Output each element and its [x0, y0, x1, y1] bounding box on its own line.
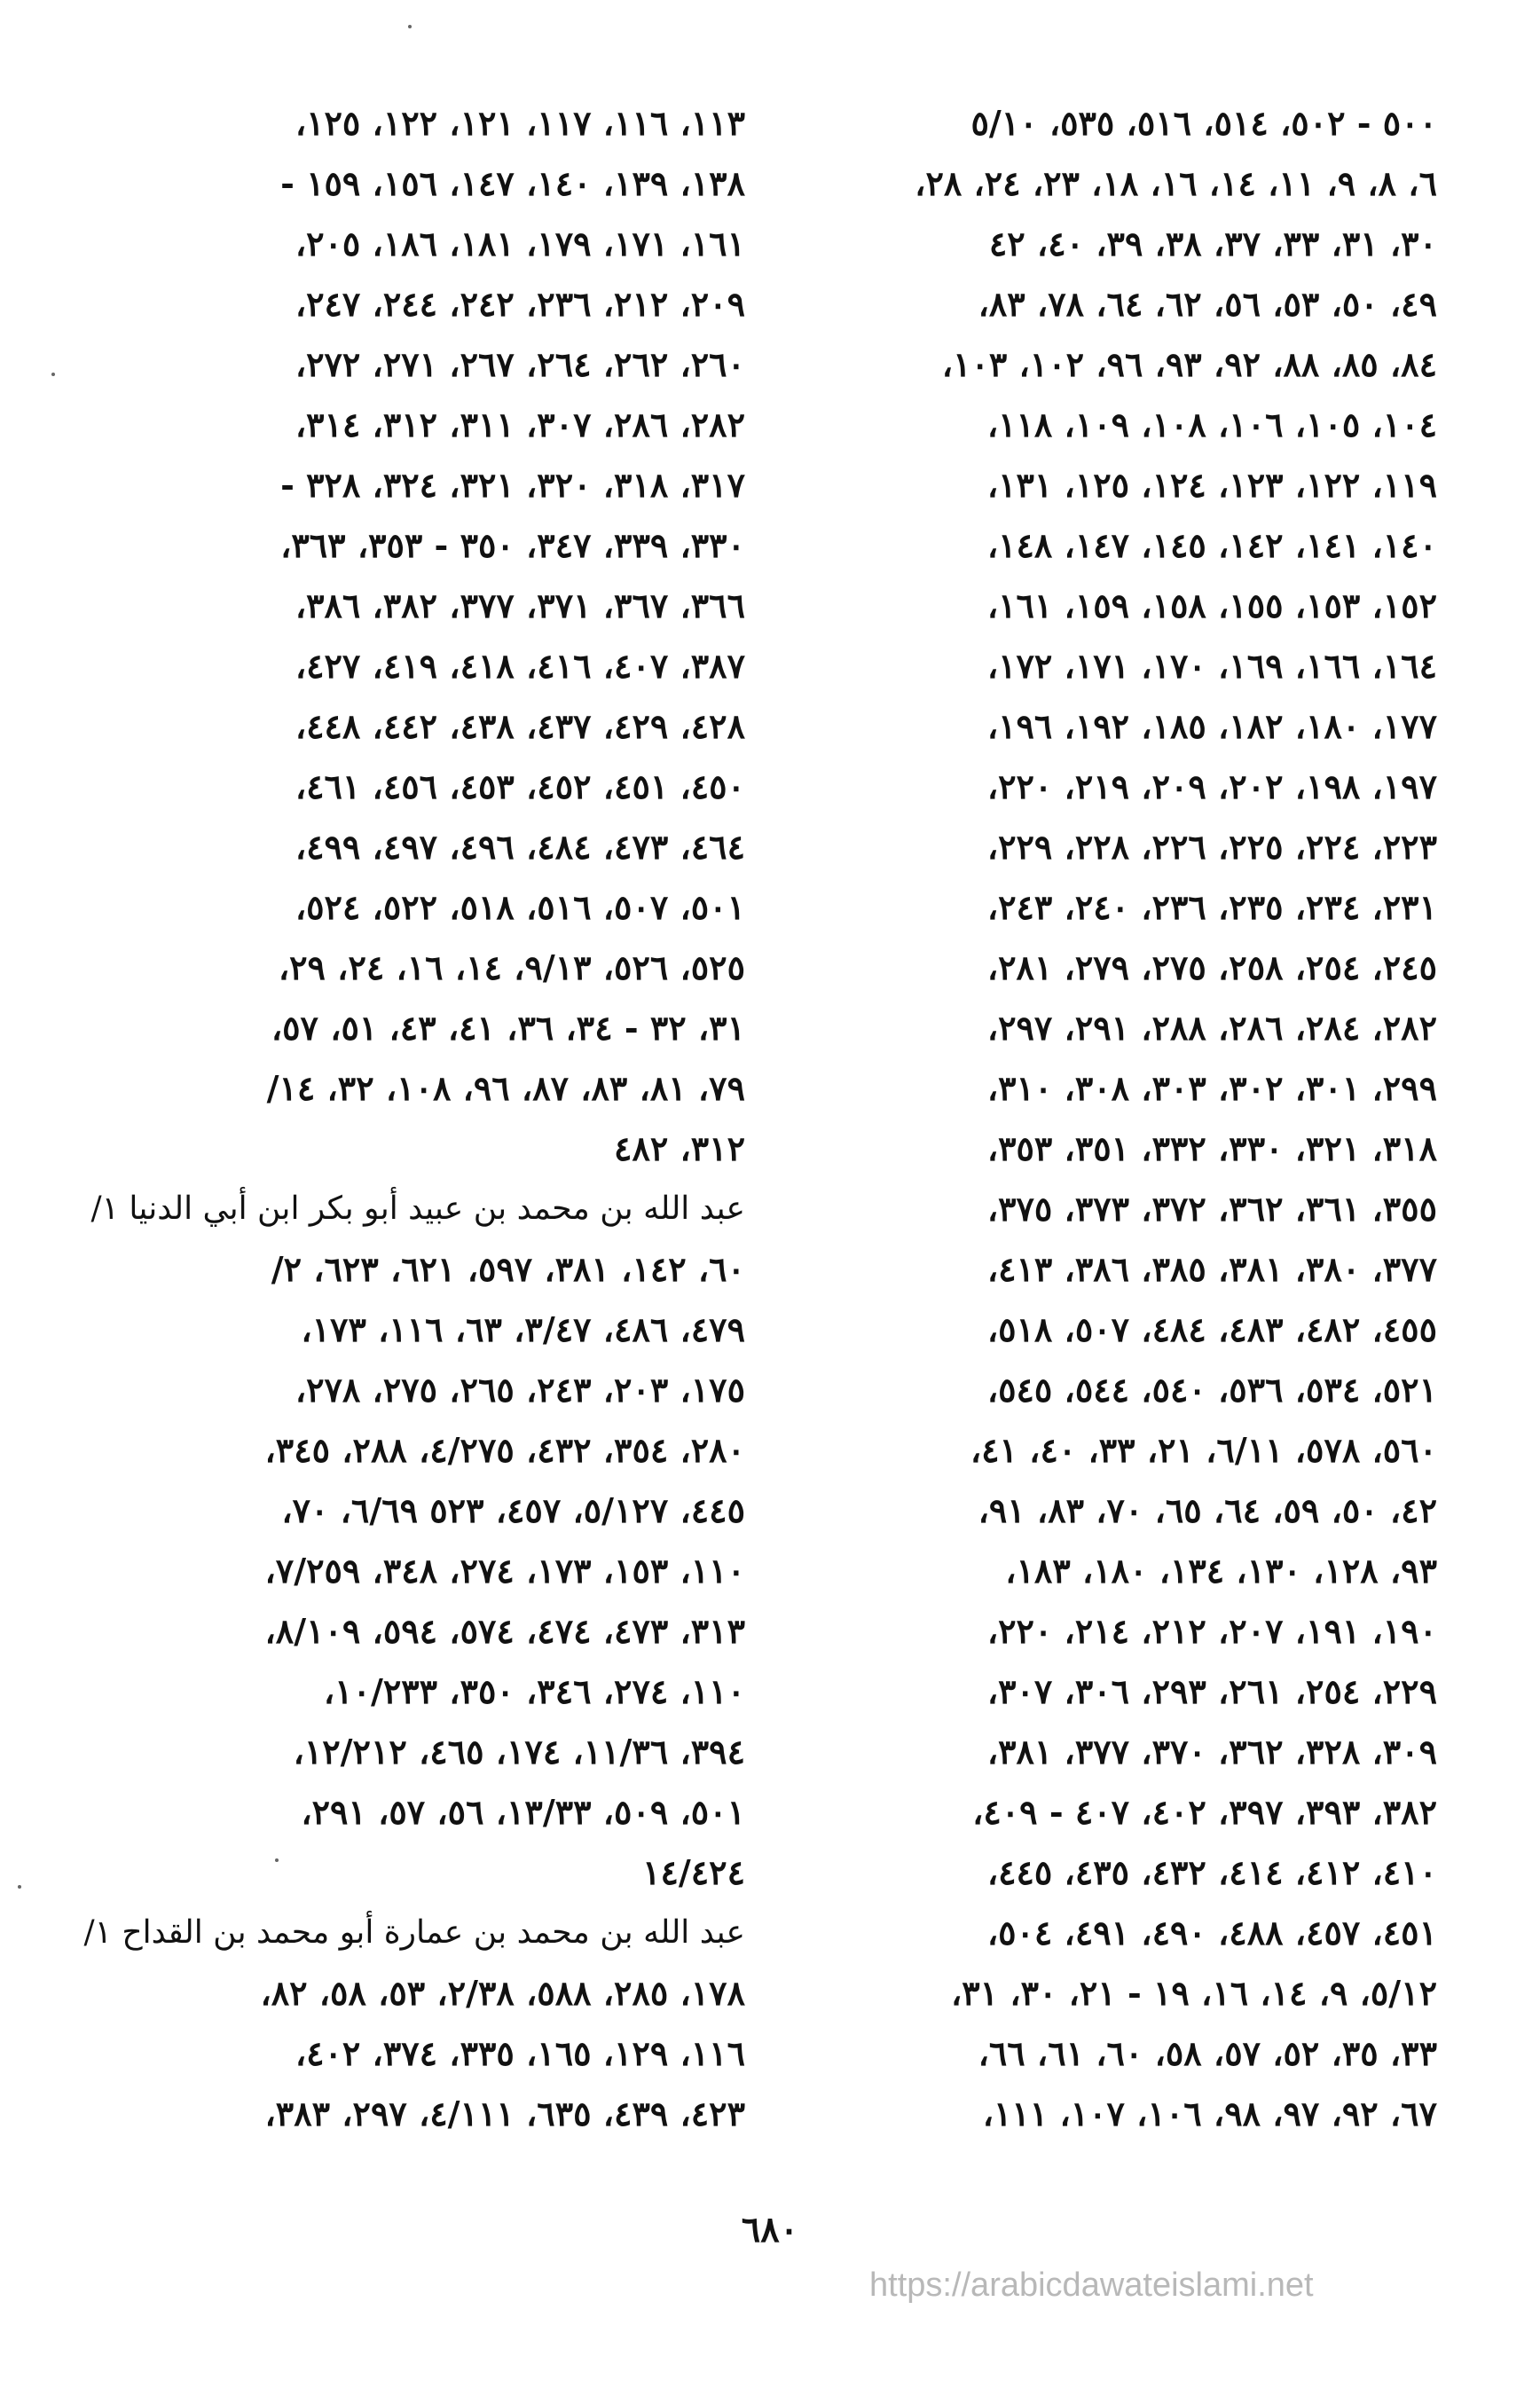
index-line: ٦، ٨، ٩، ١١، ١٤، ١٦، ١٨، ٢٣، ٢٤، ٢٨، [915, 163, 1437, 203]
website-watermark: https://arabicdawateislami.net [869, 2267, 1314, 2304]
index-line: ١١٠، ٢٧٤، ٣٤٦، ٣٥٠، ١٠/٢٣٣، [323, 1671, 745, 1711]
index-line: ١٦٤، ١٦٦، ١٦٩، ١٧٠، ١٧١، ١٧٢، [986, 646, 1437, 686]
index-line: ٣٨٧، ٤٠٧، ٤١٦، ٤١٨، ٤١٩، ٤٢٧، [295, 646, 745, 686]
index-line: ٢٣١، ٢٣٤، ٢٣٥، ٢٣٦، ٢٤٠، ٢٤٣، [986, 887, 1437, 927]
index-line: ١٤٠، ١٤١، ١٤٢، ١٤٥، ١٤٧، ١٤٨، [986, 525, 1437, 565]
index-line: ٤٩، ٥٠، ٥٣، ٥٦، ٦٢، ٦٤، ٧٨، ٨٣، [978, 284, 1437, 324]
index-line: ١١٠، ١٥٣، ١٧٣، ٢٧٤، ٣٤٨، ٧/٢٥٩، [264, 1551, 745, 1591]
index-line: ٢٦٠، ٢٦٢، ٢٦٤، ٢٦٧، ٢٧١، ٢٧٢، [295, 344, 745, 384]
index-line: ٢٨٢، ٢٨٦، ٣٠٧، ٣١١، ٣١٢، ٣١٤، [295, 405, 745, 444]
index-line: ٤٤٥، ٥/١٢٧، ٤٥٧، ٥٢٣ ٦/٦٩، ٧٠، [281, 1490, 745, 1530]
index-line: ٤١٠، ٤١٢، ٤١٤، ٤٣٢، ٤٣٥، ٤٤٥، [986, 1852, 1437, 1892]
index-line: ٣٠٩، ٣٢٨، ٣٦٢، ٣٧٠، ٣٧٧، ٣٨١، [986, 1732, 1437, 1772]
index-line: ٨٤، ٨٥، ٨٨، ٩٢، ٩٣، ٩٦، ١٠٢، ١٠٣، [941, 344, 1437, 384]
index-line: ١٩٧، ١٩٨، ٢٠٢، ٢٠٩، ٢١٩، ٢٢٠، [986, 766, 1437, 806]
index-line: ١١٩، ١٢٢، ١٢٣، ١٢٤، ١٢٥، ١٣١، [986, 465, 1437, 505]
index-line: ٤٢٨، ٤٢٩، ٤٣٧، ٤٣٨، ٤٤٢، ٤٤٨، [295, 706, 745, 746]
index-line: ٤٥٠، ٤٥١، ٤٥٢، ٤٥٣، ٤٥٦، ٤٦١، [295, 766, 745, 806]
index-line: ٣٧٧، ٣٨٠، ٣٨١، ٣٨٥، ٣٨٦، ٤١٣، [986, 1249, 1437, 1289]
index-line: ٢٨٠، ٣٥٤، ٤٣٢، ٤/٢٧٥، ٢٨٨، ٣٤٥، [264, 1430, 745, 1470]
index-line: ٢٢٣، ٢٢٤، ٢٢٥، ٢٢٦، ٢٢٨، ٢٢٩، [986, 827, 1437, 867]
scan-speck [408, 25, 412, 28]
index-line: ٤٧٩، ٤٨٦، ٣/٤٧، ٦٣، ١١٦، ١٧٣، [301, 1309, 745, 1349]
index-line: ١٧٧، ١٨٠، ١٨٢، ١٨٥، ١٩٢، ١٩٦، [986, 706, 1437, 746]
index-line: ٥٠١، ٥٠٩، ١٣/٣٣، ٥٦، ٥٧، ٢٩١، [301, 1792, 745, 1832]
index-line: ١٧٥، ٢٠٣، ٢٤٣، ٢٦٥، ٢٧٥، ٢٧٨، [295, 1370, 745, 1410]
index-line: ٣١٨، ٣٢١، ٣٣٠، ٣٣٢، ٣٥١، ٣٥٣، [986, 1128, 1437, 1168]
index-entry-heading: عبد الله بن محمد بن عبيد أبو بكر ابن أبي الدنيا ١/ [90, 1190, 745, 1227]
index-line: ٣٦٦، ٣٦٧، ٣٧١، ٣٧٧، ٣٨٢، ٣٨٦، [295, 585, 745, 625]
index-column-right [781, 93, 1437, 2144]
index-line: ٣٣، ٣٥، ٥٢، ٥٧، ٥٨، ٦٠، ٦١، ٦٦، [978, 2033, 1437, 2073]
index-line: ٢٤٥، ٢٥٤، ٢٥٨، ٢٧٥، ٢٧٩، ٢٨١، [986, 947, 1437, 987]
index-line: ٣٩٤، ١١/٣٦، ١٧٤، ٤٦٥، ١٢/٢١٢، [293, 1732, 745, 1772]
index-line: ٥٢٥، ٥٢٦، ٩/١٣، ١٤، ١٦، ٢٤، ٢٩، [278, 947, 745, 987]
index-line: ٣١، ٣٢ - ٣٤، ٣٦، ٤١، ٤٣، ٥١، ٥٧، [271, 1008, 745, 1048]
index-line: ٤٥٥، ٤٨٢، ٤٨٣، ٤٨٤، ٥٠٧، ٥١٨، [986, 1309, 1437, 1349]
index-line: ٢٢٩، ٢٥٤، ٢٦١، ٢٩٣، ٣٠٦، ٣٠٧، [986, 1671, 1437, 1711]
scan-speck [51, 373, 55, 376]
index-line: ١١٦، ١٢٩، ١٦٥، ٣٣٥، ٣٧٤، ٤٠٢، [295, 2033, 745, 2073]
scan-speck [275, 1858, 279, 1862]
index-line: ١٧٨، ٢٨٥، ٥٨٨، ٢/٣٨، ٥٣، ٥٨، ٨٢، [260, 1973, 745, 2013]
index-line: ٢٠٩، ٢١٢، ٢٣٦، ٢٤٢، ٢٤٤، ٢٤٧، [295, 284, 745, 324]
index-line: ٣٥٥، ٣٦١، ٣٦٢، ٣٧٢، ٣٧٣، ٣٧٥، [986, 1189, 1437, 1229]
index-line: ٣٨٢، ٣٩٣، ٣٩٧، ٤٠٢، ٤٠٧ - ٤٠٩، [972, 1792, 1437, 1832]
index-line: ١١٣، ١١٦، ١١٧، ١٢١، ١٢٢، ١٢٥، [295, 103, 745, 143]
index-line: ١٠٤، ١٠٥، ١٠٦، ١٠٨، ١٠٩، ١١٨، [986, 405, 1437, 444]
index-line: ٣١٣، ٤٧٣، ٤٧٤، ٥٧٤، ٥٩٤، ٨/١٠٩، [264, 1611, 745, 1651]
index-line: ٣٣٠، ٣٣٩، ٣٤٧، ٣٥٠ - ٣٥٣، ٣٦٣، [280, 525, 745, 565]
index-line: ١٣٨، ١٣٩، ١٤٠، ١٤٧، ١٥٦، ١٥٩ - [280, 163, 745, 203]
index-line: ٥٠١، ٥٠٧، ٥١٦، ٥١٨، ٥٢٢، ٥٢٤، [295, 887, 745, 927]
index-line: ٥٠٠ - ٥٠٢، ٥١٤، ٥١٦، ٥٣٥، ٥/١٠ [970, 103, 1437, 143]
index-line: ٤٥١، ٤٥٧، ٤٨٨، ٤٩٠، ٤٩١، ٥٠٤، [986, 1913, 1437, 1952]
index-line: ٢٨٢، ٢٨٤، ٢٨٦، ٢٨٨، ٢٩١، ٢٩٧، [986, 1008, 1437, 1048]
scan-speck [18, 1885, 21, 1889]
index-line: ٥٦٠، ٥٧٨، ٦/١١، ٢١، ٣٣، ٤٠، ٤١، [970, 1430, 1437, 1470]
index-line: ١٥٢، ١٥٣، ١٥٥، ١٥٨، ١٥٩، ١٦١، [986, 585, 1437, 625]
index-line: ٣١٧، ٣١٨، ٣٢٠، ٣٢١، ٣٢٤، ٣٢٨ - [280, 465, 745, 505]
index-line: ٦٠، ١٤٢، ٣٨١، ٥٩٧، ٦٢١، ٦٢٣، ٢/ [271, 1249, 745, 1289]
index-line: ٢٩٩، ٣٠١، ٣٠٢، ٣٠٣، ٣٠٨، ٣١٠، [986, 1068, 1437, 1108]
index-line: ٦٧، ٩٢، ٩٧، ٩٨، ١٠٦، ١٠٧، ١١١، [982, 2094, 1437, 2133]
index-entry-heading: عبد الله بن محمد بن عمارة أبو محمد بن القداح ١/ [83, 1914, 745, 1951]
index-line: ٧٩، ٨١، ٨٣، ٨٧، ٩٦، ١٠٨، ٣٢، ١٤/ [266, 1068, 745, 1108]
index-line: ٩٣، ١٢٨، ١٣٠، ١٣٤، ١٨٠، ١٨٣، [1005, 1551, 1437, 1591]
index-line: ١٩٠، ١٩١، ٢٠٧، ٢١٢، ٢١٤، ٢٢٠، [986, 1611, 1437, 1651]
index-line: ٤٢٣، ٤٣٩، ٦٣٥، ٤/١١١، ٢٩٧، ٣٨٣، [264, 2094, 745, 2133]
index-line: ٥/١٢، ٩، ١٤، ١٦، ١٩ - ٢١، ٣٠، ٣١، [951, 1973, 1437, 2013]
index-line: ١٦١، ١٧١، ١٧٩، ١٨١، ١٨٦، ٢٠٥، [295, 224, 745, 263]
index-line: ١٤/٤٢٤ [642, 1852, 745, 1892]
index-column-left [83, 93, 745, 2144]
index-line: ٤٦٤، ٤٧٣، ٤٨٤، ٤٩٦، ٤٩٧، ٤٩٩، [295, 827, 745, 867]
index-line: ٥٢١، ٥٣٤، ٥٣٦، ٥٤٠، ٥٤٤، ٥٤٥، [986, 1370, 1437, 1410]
index-line: ٣٠، ٣١، ٣٣، ٣٧، ٣٨، ٣٩، ٤٠، ٤٢ [988, 224, 1437, 263]
index-line: ٣١٢، ٤٨٢ [614, 1128, 745, 1168]
page-number: ٦٨٠ [741, 2209, 799, 2251]
index-line: ٤٢، ٥٠، ٥٩، ٦٤، ٦٥، ٧٠، ٨٣، ٩١، [978, 1490, 1437, 1530]
